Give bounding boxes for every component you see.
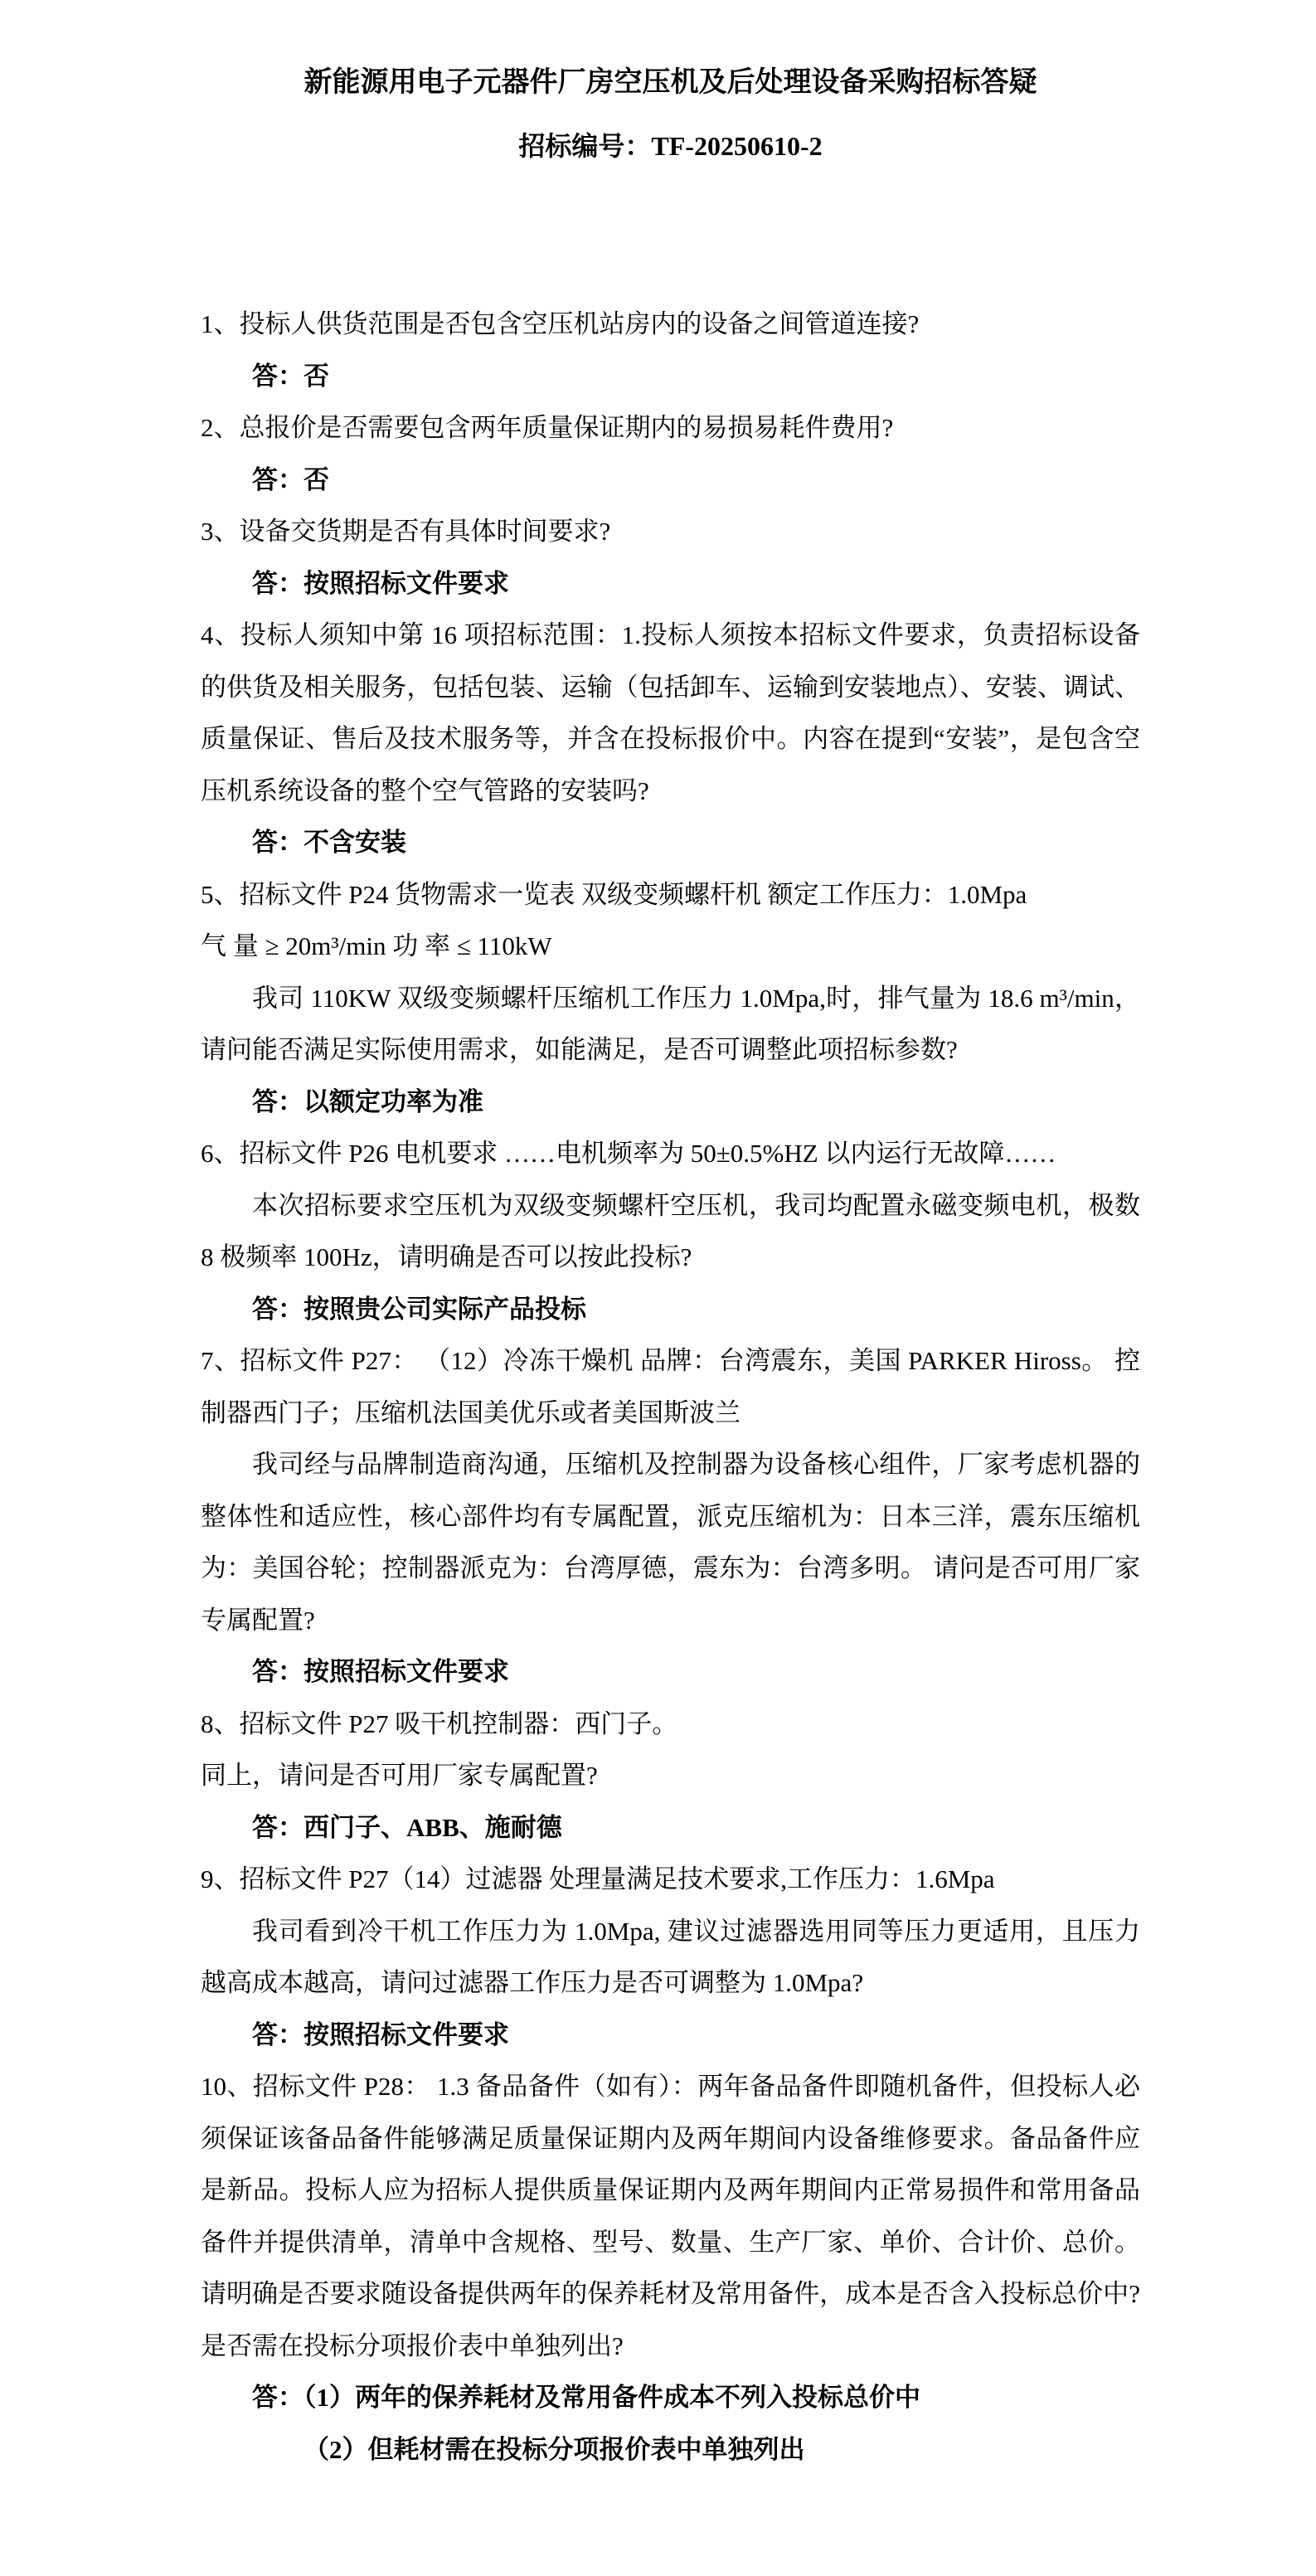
qa-item-9 [201,1854,1140,2061]
answer-paragraph: 答：按照招标文件要求 [252,1657,509,1686]
question-paragraph: 同上，请问是否可用厂家专属配置? [201,1761,598,1790]
question-paragraph: 我司经与品牌制造商沟通，压缩机及控制器为设备核心组件，厂家考虑机器的整体性和适应性，核心部件均有专属配置，派克压缩机为：日本三洋，震东压缩机为：美国谷轮；控制器派克为：台湾厚德，震东为：台湾多明。 请问是否可用厂家专属配置? [201,1450,1140,1635]
question-paragraph: 6、招标文件 P26 电机要求 ……电机频率为 50±0.5%HZ 以内运行无故障…… [201,1139,1056,1168]
qa-item-3 [201,506,1140,610]
answer-paragraph: 答：否 [252,361,329,391]
question-paragraph: 2、总报价是否需要包含两年质量保证期内的易损易耗件费用? [201,413,894,442]
question-paragraph: 3、设备交货期是否有具体时间要求? [201,517,611,546]
qa-item-5 [201,869,1140,1129]
qa-item-7 [201,1335,1140,1699]
answer-paragraph: 答：按照贵公司实际产品投标 [252,1294,586,1324]
question-paragraph: 我司 110KW 双级变频螺杆压缩机工作压力 1.0Mpa,时，排气量为 18.6 m³/min，请问能否满足实际使用需求，如能满足，是否可调整此项招标参数? [201,983,1140,1064]
qa-item-1 [201,299,1140,402]
answer-paragraph: 答：不含安装 [252,828,406,857]
question-paragraph: 本次招标要求空压机为双级变频螺杆空压机，我司均配置永磁变频电机，极数 8 极频率 100Hz，请明确是否可以按此投标? [201,1190,1140,1271]
question-paragraph: 4、投标人须知中第 16 项招标范围：1.投标人须按本招标文件要求，负责招标设备的供货及相关服务，包括包装、运输（包括卸车、运输到安装地点）、安装、调试、质量保证、售后及技术服务等，并含在投标报价中。内容在提到“安装”，是包含空压机系统设备的整个空气管路的安装吗? [201,620,1140,805]
question-paragraph: 9、招标文件 P27（14）过滤器 处理量满足技术要求,工作压力：1.6Mpa [201,1864,995,1893]
question-paragraph: 8、招标文件 P27 吸干机控制器：西门子。 [201,1708,678,1738]
answer-paragraph: （2）但耗材需在投标分项报价表中单独列出 [304,2434,805,2464]
answer-paragraph: 答：（1）两年的保养耗材及常用备件成本不列入投标总价中 [252,2383,920,2412]
answer-paragraph: 答：否 [252,464,329,494]
qa-item-8 [201,1699,1140,1854]
qa-item-2 [201,402,1140,506]
answer-paragraph: 答：西门子、ABB、施耐德 [252,1812,562,1842]
qa-item-4 [201,610,1140,869]
question-paragraph: 1、投标人供货范围是否包含空压机站房内的设备之间管道连接? [201,309,920,338]
question-paragraph: 5、招标文件 P24 货物需求一览表 双级变频螺杆机 额定工作压力：1.0Mpa [201,879,1027,909]
qa-item-6 [201,1128,1140,1335]
qa-item-10 [201,2061,1140,2476]
question-paragraph: 气 量 ≥ 20m³/min 功 率 ≤ 110kW [201,931,552,960]
question-paragraph: 7、招标文件 P27： （12）冷冻干燥机 品牌：台湾震东，美国 PARKER Hiross。 控制器西门子；压缩机法国美优乐或者美国斯波兰 [201,1346,1140,1427]
question-paragraph: 我司看到冷干机工作压力为 1.0Mpa, 建议过滤器选用同等压力更适用，且压力越高成本越高，请问过滤器工作压力是否可调整为 1.0Mpa? [201,1916,1140,1997]
answer-paragraph: 答：以额定功率为准 [252,1086,483,1116]
bid-number: 招标编号：TF-20250610-2 [518,131,823,161]
answer-paragraph: 答：按照招标文件要求 [252,2019,509,2049]
question-paragraph: 10、招标文件 P28： 1.3 备品备件（如有）：两年备品备件即随机备件，但投标人必须保证该备品备件能够满足质量保证期内及两年期间内设备维修要求。备品备件应是新品。投标人应为招标人提供质量保证期内及两年期间内正常易损件和常用备品备件并提供清单，清单中含规格、型号、数量、生产厂家、单价、合计价、总价。请明确是否要求随设备提供两年的保养耗材及常用备件，成本是否含入投标总价中?是否需在投标分项报价表中单独列出? [201,2072,1140,2360]
answer-paragraph: 答：按照招标文件要求 [252,568,509,598]
document-title: 新能源用电子元器件厂房空压机及后处理设备采购招标答疑 [304,67,1037,98]
